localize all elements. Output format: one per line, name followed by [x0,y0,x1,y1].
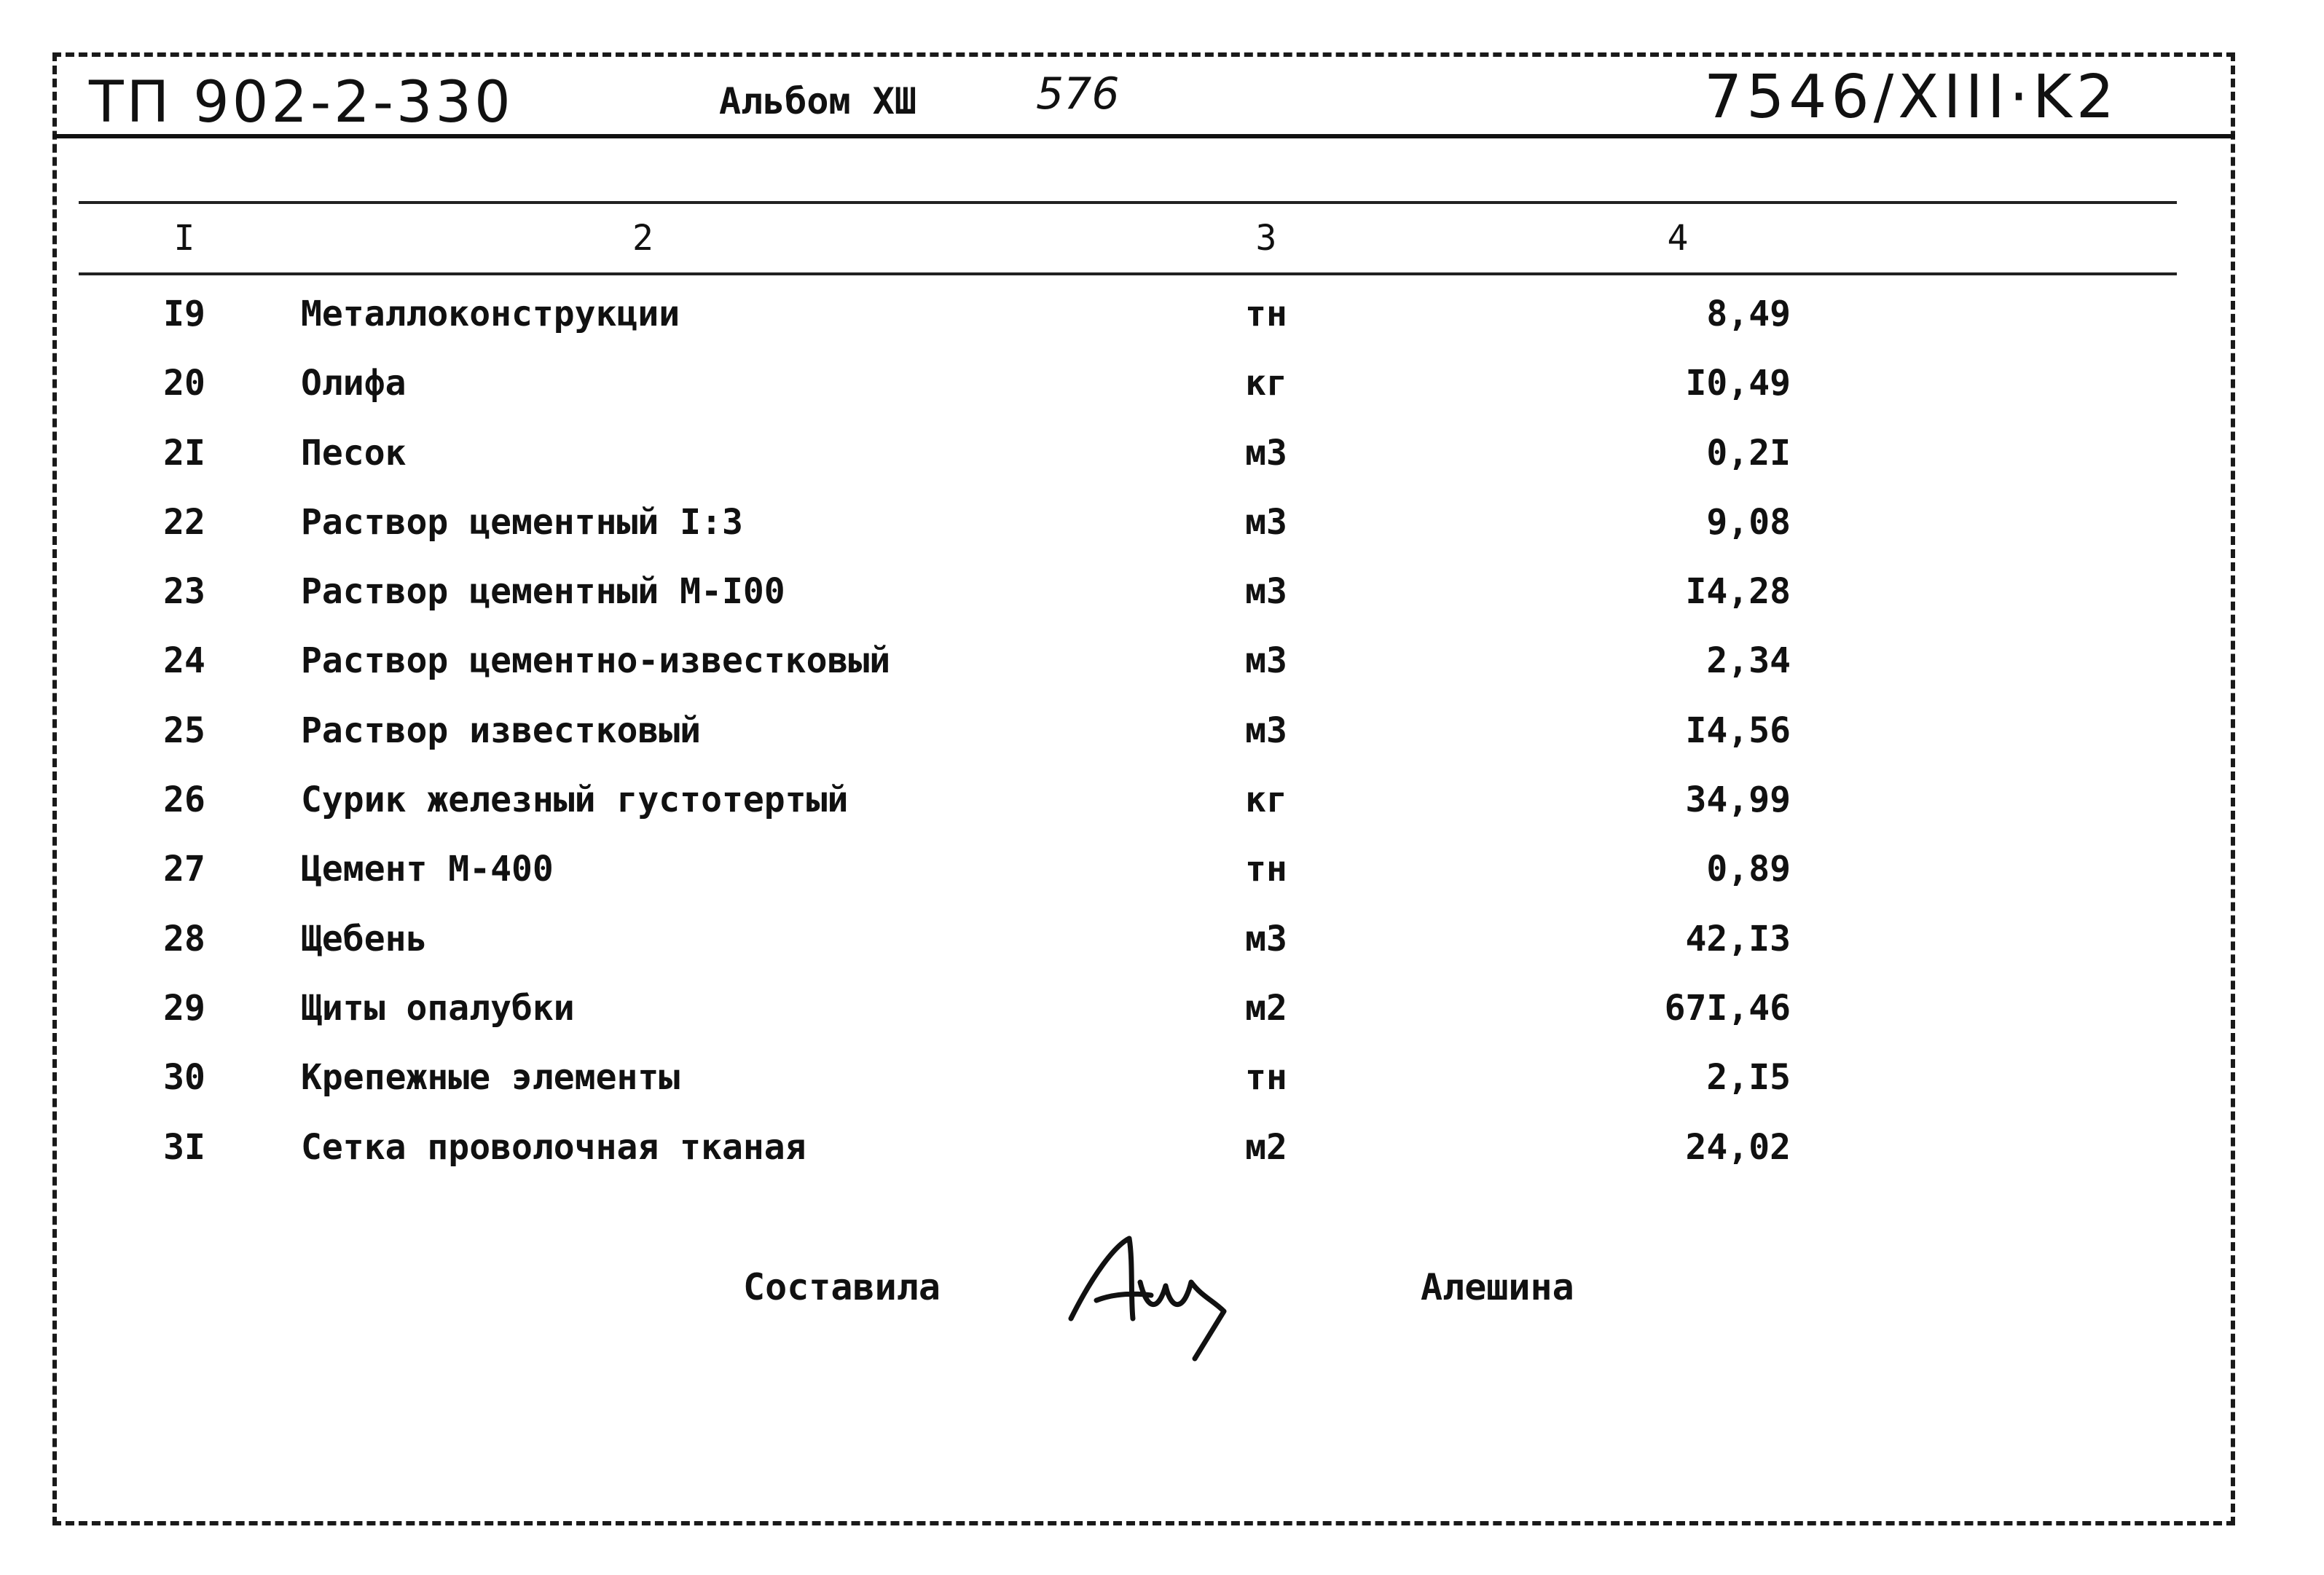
archive-code: 7546/XIII·K2 [1703,63,2119,132]
quantity: 24,02 [1685,1126,1791,1168]
quantity: I0,49 [1685,363,1791,404]
unit: м3 [1245,640,1287,682]
table-body [79,275,2177,1182]
quantity: 42,I3 [1685,918,1791,959]
material-name: Сетка проволочная тканая [301,1126,806,1168]
table-row [79,835,2177,904]
document-code: ТП 902-2-330 [89,70,514,135]
album-label: Альбом XШ [719,80,916,122]
quantity: 0,89 [1706,849,1791,890]
unit: м3 [1245,710,1287,751]
compiler-name: Алешина [1421,1266,1574,1308]
table-row [79,1113,2177,1182]
material-name: Песок [301,432,407,474]
row-number: 27 [163,849,205,890]
table-row [79,974,2177,1043]
quantity: 8,49 [1706,294,1791,334]
material-name: Сурик железный густотертый [301,779,849,821]
table-row [79,1043,2177,1112]
material-name: Щиты опалубки [301,987,575,1029]
compiled-by-label: Составила [743,1266,941,1308]
quantity: 0,2I [1706,432,1791,474]
row-number: 25 [163,710,205,751]
quantity: 2,I5 [1706,1057,1791,1099]
row-number: 2I [163,432,205,474]
unit: кг [1245,363,1287,404]
row-number: 29 [163,987,205,1029]
material-name: Цемент М-400 [301,849,554,890]
materials-table [79,201,2177,1182]
unit: тн [1245,294,1287,334]
row-number: 26 [163,779,205,821]
table-row [79,766,2177,835]
row-number: 23 [163,571,205,613]
table-row [79,419,2177,488]
row-number: 3I [163,1126,205,1168]
unit: тн [1245,849,1287,890]
unit: м3 [1245,571,1287,613]
quantity: 2,34 [1706,640,1791,682]
unit: м2 [1245,1126,1287,1168]
material-name: Металлоконструкции [301,294,680,334]
material-name: Раствор цементный I:3 [301,501,743,543]
material-name: Щебень [301,918,428,959]
row-number: 24 [163,640,205,682]
row-number: 20 [163,363,205,404]
quantity: I4,28 [1685,571,1791,613]
material-name: Раствор известковый [301,710,702,751]
table-row [79,905,2177,974]
row-number: 28 [163,918,205,959]
quantity: 34,99 [1685,779,1791,821]
handwritten-signature [1064,1231,1282,1377]
quantity: 67I,46 [1664,987,1791,1029]
quantity: 9,08 [1706,501,1791,543]
row-number: 30 [163,1057,205,1099]
material-name: Олифа [301,363,407,404]
col-header-3: 3 [1255,218,1277,259]
unit: м3 [1245,918,1287,959]
material-name: Раствор цементный М-I00 [301,571,785,613]
material-name: Раствор цементно-известковый [301,640,891,682]
unit: м3 [1245,501,1287,543]
col-header-4: 4 [1667,218,1689,259]
table-row [79,627,2177,696]
material-name: Крепежные элементы [301,1057,680,1099]
row-number: I9 [163,294,205,334]
table-row [79,557,2177,627]
sheet-number: 576 [1036,68,1120,119]
col-header-1: I [173,218,195,259]
table-row [79,280,2177,349]
unit: кг [1245,779,1287,821]
title-block [52,52,2235,138]
quantity: I4,56 [1685,710,1791,751]
table-row [79,488,2177,557]
table-row [79,696,2177,766]
unit: тн [1245,1057,1287,1099]
unit: м3 [1245,432,1287,474]
row-number: 22 [163,501,205,543]
unit: м2 [1245,987,1287,1029]
table-row [79,349,2177,418]
col-header-2: 2 [632,218,653,259]
table-header-row [79,204,2177,272]
